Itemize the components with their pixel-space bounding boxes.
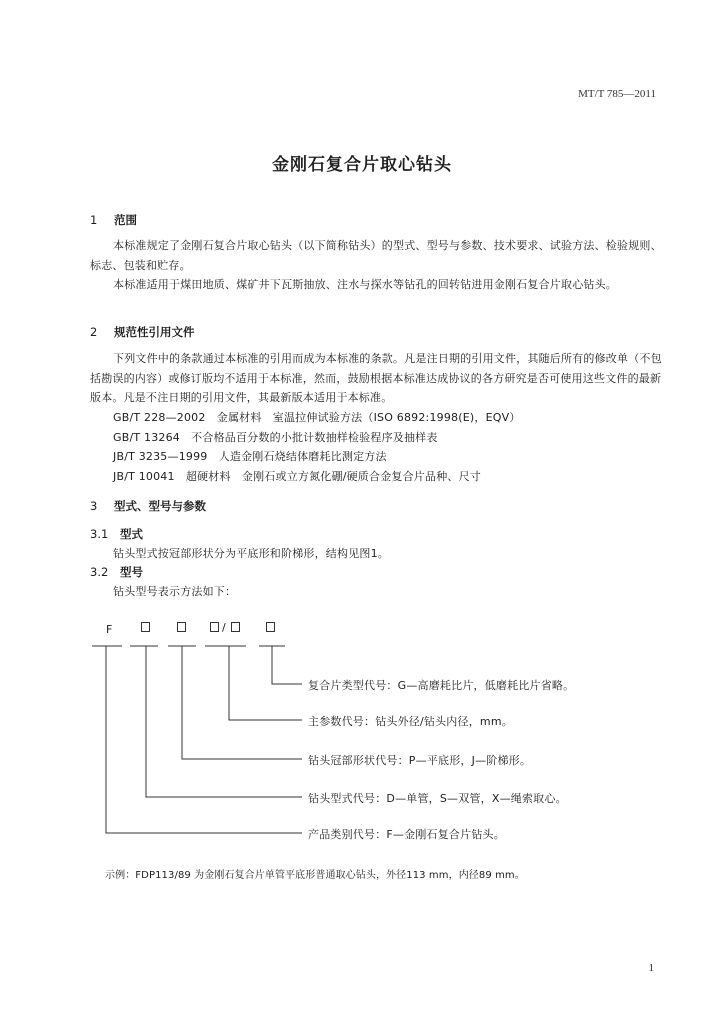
section-2-paragraph: 下列文件中的条款通过本标准的引用而成为本标准的条款。凡是注日期的引用文件，其随后所有的修改单（不包括勘误的内容）或修订版均不适用于本标准，然而，鼓励根据本标准达成协议的各方研究是否可使用这些文件的最新版本。凡是不注日期的引用文件，其最新版本适用于本标准。 (90, 352, 662, 404)
page-number: 1 (648, 962, 654, 974)
section-number: 3 (90, 499, 98, 513)
reference-item: JB/T 3235—1999 人造金刚石烧结体磨耗比测定方法 (113, 450, 387, 463)
section-title: 型式 (120, 527, 143, 541)
section-number: 3.1 (90, 527, 109, 541)
code-description-bit-type: 钻头型式代号：D—单管，S—双管，X—绳索取心。 (308, 792, 567, 805)
code-prefix: F (106, 623, 113, 636)
reference-item: JB/T 10041 超硬材料 金刚石或立方氮化硼/硬质合金复合片品种、尺寸 (113, 470, 482, 483)
section-number: 3.2 (90, 565, 109, 579)
section-title: 型式、型号与参数 (114, 499, 206, 513)
section-title: 范围 (114, 213, 137, 227)
section-1-paragraph-1: 本标准规定了金刚石复合片取心钻头（以下简称钻头）的型式、型号与参数、技术要求、试验方法、检验规则、标志、包装和贮存。 (90, 239, 662, 272)
code-slash: / (222, 621, 226, 634)
reference-item: GB/T 228—2002 金属材料 室温拉伸试验方法（ISO 6892:1998(E)，EQV） (113, 411, 521, 424)
section-number: 2 (90, 325, 98, 339)
section-number: 1 (90, 213, 98, 227)
standard-code: MT/T 785—2011 (578, 88, 656, 100)
example-note: 示例：FDP113/89 为金刚石复合片单管平底形普通取心钻头，外径113 mm，内径89 mm。 (105, 870, 525, 881)
document-title: 金刚石复合片取心钻头 (272, 155, 452, 175)
code-description-crown-shape: 钻头冠部形状代号：P—平底形，J—阶梯形。 (308, 754, 532, 767)
code-description-main-parameter: 主参数代号：钻头外径/钻头内径，mm。 (308, 715, 513, 728)
section-title: 型号 (120, 565, 143, 579)
section-title: 规范性引用文件 (114, 325, 195, 339)
section-1-paragraph-2: 本标准适用于煤田地质、煤矿井下瓦斯抽放、注水与探水等钻孔的回转钻进用金刚石复合片取心钻头。 (113, 278, 617, 291)
section-3-1-text: 钻头型式按冠部形状分为平底形和阶梯形，结构见图1。 (113, 547, 389, 560)
reference-item: GB/T 13264 不合格品百分数的小批计数抽样检验程序及抽样表 (113, 431, 438, 444)
code-description-composite-type: 复合片类型代号：G—高磨耗比片，低磨耗比片省略。 (308, 679, 575, 692)
code-description-product-category: 产品类别代号：F—金刚石复合片钻头。 (308, 828, 505, 841)
section-3-2-text: 钻头型号表示方法如下： (113, 585, 237, 598)
